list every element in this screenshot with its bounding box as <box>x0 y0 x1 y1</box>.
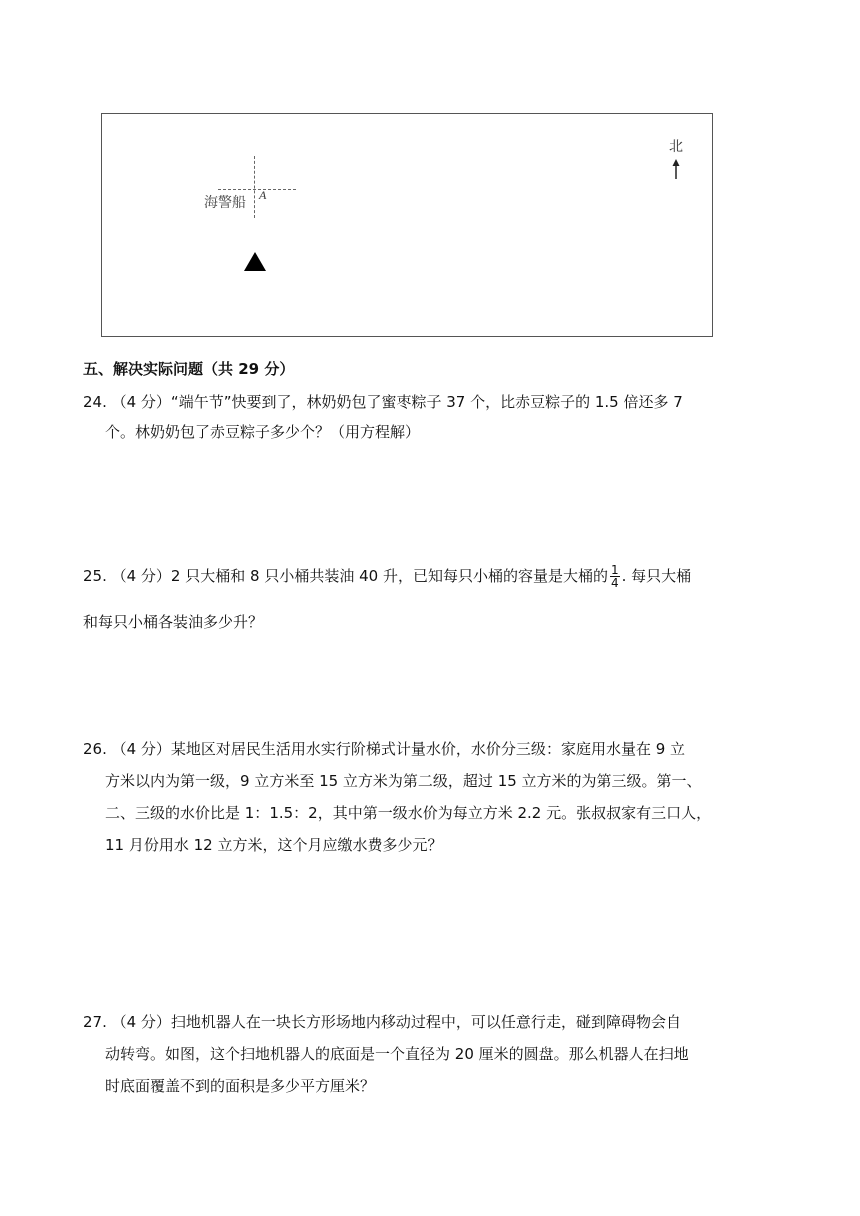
question-25-text-before: 25. （4 分）2 只大桶和 8 只小桶共装油 40 升，已知每只小桶的容量是大桶的 <box>83 567 608 585</box>
ship-label: 海警船 <box>204 195 246 211</box>
fraction-numerator: 1 <box>610 563 619 577</box>
question-25 <box>83 553 783 645</box>
question-27-line-1: 27. （4 分）扫地机器人在一块长方形场地内移动过程中，可以任意行走，碰到障碍物会自 <box>83 1013 681 1031</box>
question-26 <box>83 733 783 861</box>
vertical-dashed-axis <box>254 156 255 218</box>
question-26-line-4: 11 月份用水 12 立方米，这个月应缴水费多少元？ <box>105 836 443 854</box>
north-indicator <box>666 136 686 179</box>
fraction-denominator: 4 <box>610 576 619 590</box>
fraction-one-quarter <box>610 564 620 589</box>
north-label: 北 <box>669 139 683 155</box>
question-24 <box>83 387 783 447</box>
north-arrow-icon <box>671 159 681 179</box>
question-25-text-after: . 每只大桶 <box>621 567 692 585</box>
question-24-line-1: 24. （4 分）“端午节”快要到了，林奶奶包了蜜枣粽子 37 个，比赤豆粽子的 1.5 倍还多 7 <box>83 393 683 411</box>
question-26-line-1: 26. （4 分）某地区对居民生活用水实行阶梯式计量水价，水价分三级：家庭用水量在 9 立 <box>83 740 686 758</box>
question-27-line-2: 动转弯。如图，这个扫地机器人的底面是一个直径为 20 厘米的圆盘。那么机器人在扫地 <box>105 1045 689 1063</box>
question-25-line-1 <box>83 553 783 599</box>
point-a-label: A <box>259 188 267 202</box>
triangle-marker-icon <box>244 252 266 271</box>
question-26-line-2: 方米以内为第一级，9 立方米至 15 立方米为第二级，超过 15 立方米的为第三级。第一、 <box>105 772 702 790</box>
section-title: 五、解决实际问题（共 29 分） <box>83 360 295 378</box>
map-figure <box>101 113 713 337</box>
horizontal-dashed-axis <box>218 189 296 190</box>
question-27-line-3: 时底面覆盖不到的面积是多少平方厘米？ <box>105 1077 376 1095</box>
question-24-line-2: 个。林奶奶包了赤豆粽子多少个？（用方程解） <box>105 423 421 441</box>
question-26-line-3: 二、三级的水价比是 1：1.5：2，其中第一级水价为每立方米 2.2 元。张叔叔家有三口人， <box>105 804 712 822</box>
question-25-line-2: 和每只小桶各装油多少升？ <box>83 613 264 631</box>
question-27 <box>83 1006 783 1102</box>
